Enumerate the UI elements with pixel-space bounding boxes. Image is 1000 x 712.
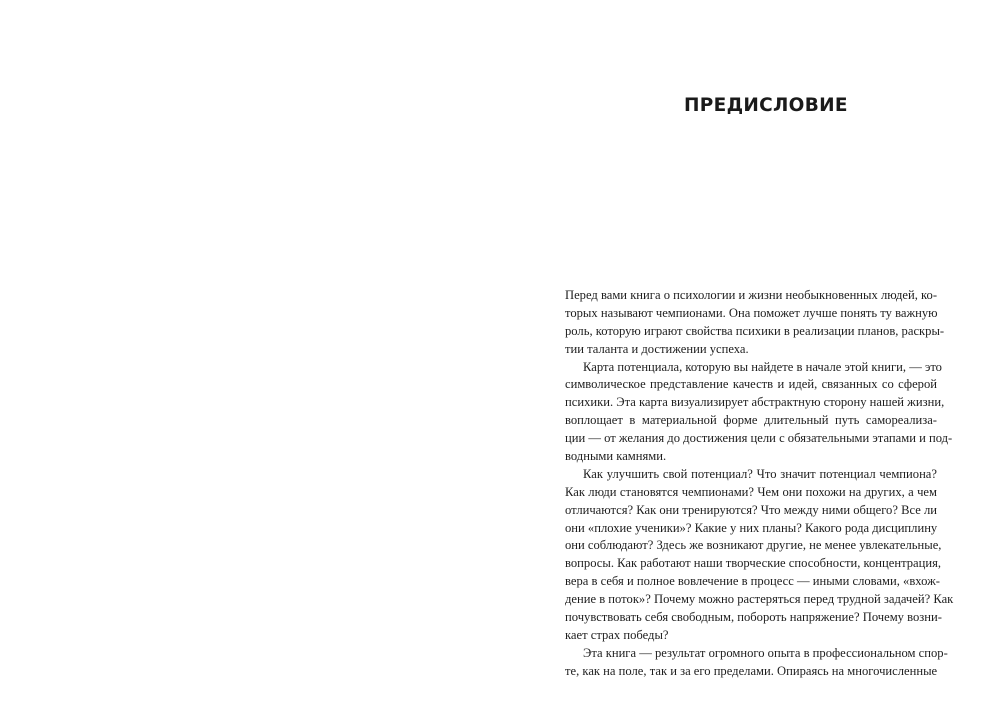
text-line: воплощает в материальной форме длительный путь самореализа- xyxy=(565,413,937,428)
text-line: Как люди становятся чемпионами? Чем они похожи на других, а чем xyxy=(565,484,937,499)
text-line: они соблюдают? Здесь же возникают другие, не менее увлекательные, xyxy=(565,538,942,553)
text-line: роль, которую играют свойства психики в реализации планов, раскры- xyxy=(565,323,945,338)
body-text xyxy=(565,287,954,681)
text-line: кает страх победы? xyxy=(565,627,669,642)
text-line: дение в поток»? Почему можно растеряться перед трудной задачей? Как xyxy=(565,592,954,607)
text-line: психики. Эта карта визуализирует абстрактную сторону нашей жизни, xyxy=(565,395,945,410)
text-line: они «плохие ученики»? Какие у них планы? Какого рода дисциплину xyxy=(565,520,938,535)
text-line: Перед вами книга о психологии и жизни необыкновенных людей, ко- xyxy=(565,288,938,302)
chapter-title: ПРЕДИСЛОВИЕ xyxy=(684,95,848,116)
text-line: водными камнями. xyxy=(565,449,667,464)
text-line: отличаются? Как они тренируются? Что между ними общего? Все ли xyxy=(565,502,937,517)
text-line: вопросы. Как работают наши творческие способности, концентрация, xyxy=(565,556,942,571)
text-line: Как улучшить свой потенциал? Что значит потенциал чемпиона? xyxy=(583,466,937,481)
text-line: ции — от желания до достижения цели с обязательными этапами и под- xyxy=(565,431,953,446)
text-line: Карта потенциала, которую вы найдете в начале этой книги, — это xyxy=(583,359,942,374)
text-line: символическое представление качеств и идей, связанных со сферой xyxy=(565,377,937,392)
right-page xyxy=(500,0,1000,712)
text-line: торых называют чемпионами. Она поможет лучше понять ту важную xyxy=(565,305,938,320)
text-line: Эта книга — результат огромного опыта в профессиональном спор- xyxy=(583,645,948,660)
text-line: те, как на поле, так и за его пределами. Опираясь на многочисленные xyxy=(565,663,938,678)
text-line: тии таланта и достижении успеха. xyxy=(565,341,749,356)
text-line: вера в себя и полное вовлечение в процесс — иными словами, «вхож- xyxy=(565,574,940,589)
text-line: почувствовать себя свободным, побороть напряжение? Почему возни- xyxy=(565,610,942,625)
